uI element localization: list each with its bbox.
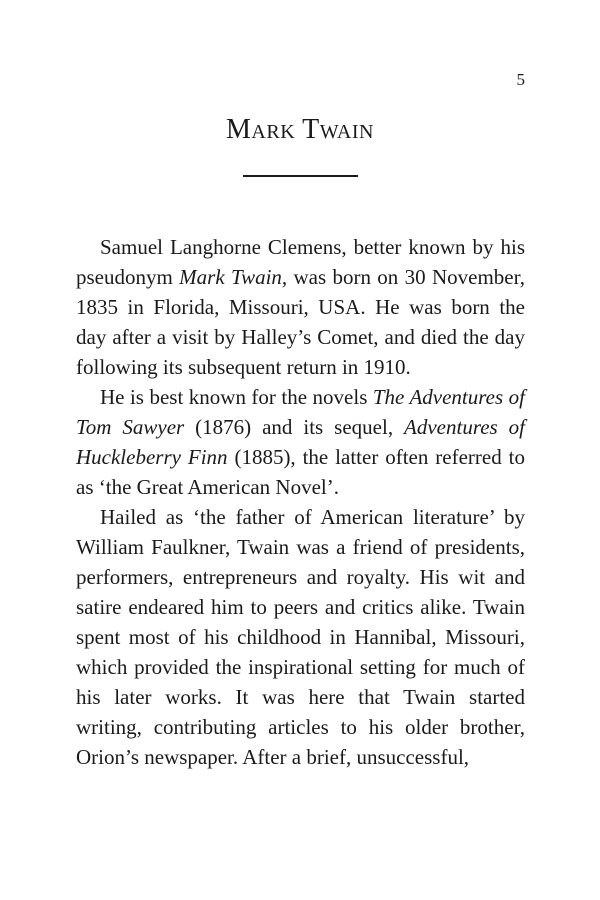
book-title-italic: Adventures of Huckleberry Finn: [76, 415, 525, 469]
text-run: Samuel Langhorne Clemens, better known by his pseudonym: [76, 235, 525, 289]
title-divider: [243, 175, 358, 177]
text-run: (1885), the latter often referred to as ‘the Great American Novel’.: [76, 445, 525, 499]
paragraph-3: [76, 502, 525, 772]
text-run: (1876) and its sequel,: [184, 415, 405, 439]
body-text: [76, 232, 525, 772]
paragraph-2: [76, 382, 525, 502]
chapter-title: Mark Twain: [226, 114, 374, 145]
text-run: Hailed as ‘the father of American literature’ by William Faulkner, Twain was a friend of presidents, performers, entrepreneurs and royalty. His wit and satire endeared him to peers and critics alike. Twain spent most of his childhood in Hannibal, Missouri, which provided the inspirational setting for much of his later works. It was here that Twain started writing, contributing articles to his older brother, Orion’s newspaper. After a brief, unsuccessful,: [76, 505, 525, 769]
text-run: He is best known for the novels: [100, 385, 373, 409]
page-number: 5: [516, 70, 525, 89]
paragraph-1: [76, 232, 525, 382]
text-run: was born on 30 November, 1835 in Florida, Missouri, USA. He was born the day after a visit by Halley’s Comet, and died the day following its subsequent return in 1910.: [76, 265, 526, 379]
book-title-italic: The Adventures of Tom Sawyer: [76, 385, 525, 439]
pseudonym-italic: Mark Twain,: [179, 265, 288, 289]
